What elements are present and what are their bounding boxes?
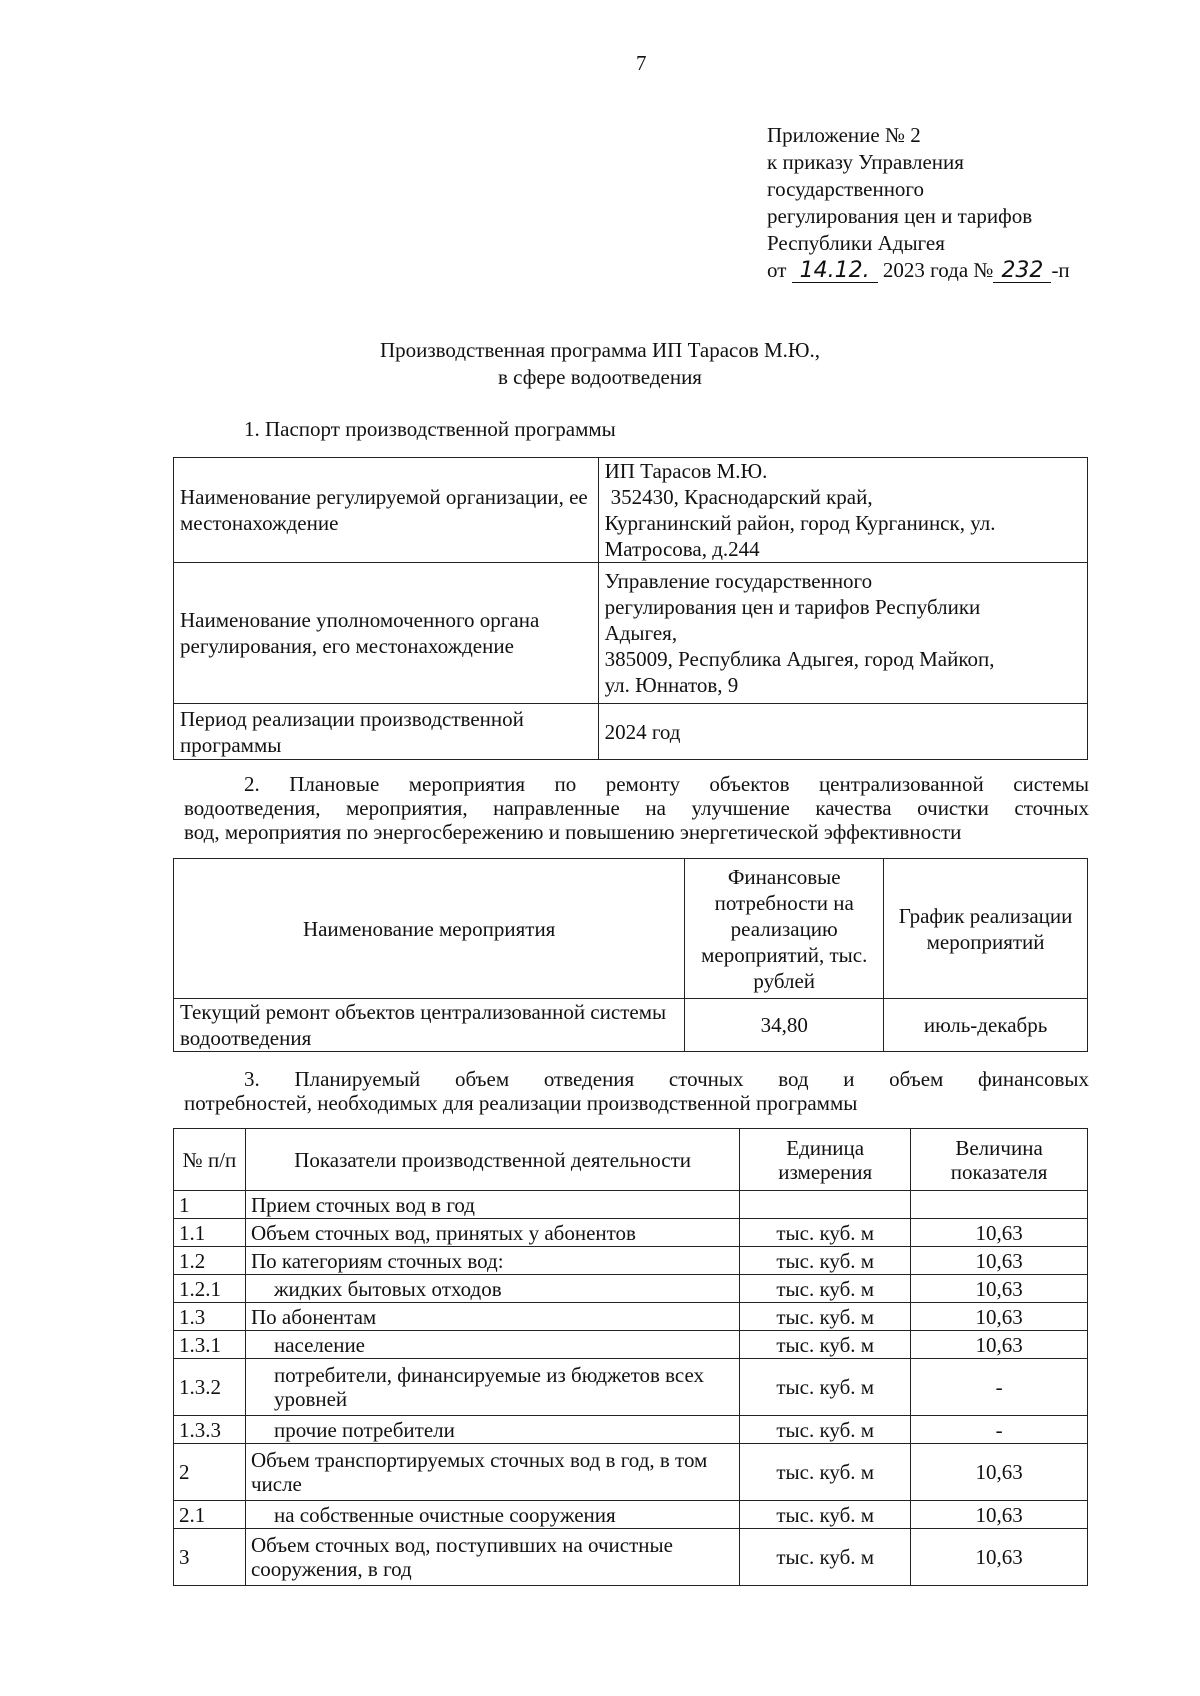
row-num: 1.2	[174, 1247, 246, 1275]
measures-header-row	[174, 859, 1088, 999]
table-row	[174, 1331, 1088, 1359]
header-num: № п/п	[174, 1129, 246, 1191]
passport-row	[174, 704, 1088, 760]
row-value: 10,63	[911, 1247, 1088, 1275]
measures-row	[174, 999, 1088, 1052]
row-indicator: Объем транспортируемых сточных вод в год, в том числе	[245, 1444, 739, 1501]
row-indicator: По абонентам	[245, 1303, 739, 1331]
row-unit: тыс. куб. м	[740, 1416, 911, 1444]
handwritten-date: 14.12.	[792, 260, 878, 283]
row-indicator: Объем сточных вод, принятых у абонентов	[245, 1219, 739, 1247]
row-value: 10,63	[911, 1219, 1088, 1247]
table-row	[174, 1219, 1088, 1247]
table-row	[174, 1275, 1088, 1303]
row-value: 10,63	[911, 1529, 1088, 1586]
row-indicator: Прием сточных вод в год	[245, 1191, 739, 1219]
row-unit: тыс. куб. м	[740, 1359, 911, 1416]
page-number: 7	[636, 51, 647, 75]
measure-schedule: июль-декабрь	[884, 999, 1088, 1052]
header-finance: Финансовые потребности на реализацию мероприятий, тыс. рублей	[685, 859, 884, 999]
row-unit	[740, 1191, 911, 1219]
appendix-line: Республики Адыгея	[767, 231, 945, 255]
row-unit: тыс. куб. м	[740, 1275, 911, 1303]
header-value: Величина показателя	[911, 1129, 1088, 1191]
row-value: 10,63	[911, 1501, 1088, 1529]
section3-heading	[184, 1067, 1089, 1115]
passport-value: ИП Тарасов М.Ю. 352430, Краснодарский край, Курганинский район, город Курганинск, ул. Матросова, д.244	[598, 458, 1087, 563]
appendix-line: Приложение № 2	[767, 123, 921, 147]
row-num: 1.3.2	[174, 1359, 246, 1416]
row-value: 10,63	[911, 1331, 1088, 1359]
appendix-line: к приказу Управления	[767, 150, 964, 174]
row-num: 1	[174, 1191, 246, 1219]
row-unit: тыс. куб. м	[740, 1331, 911, 1359]
table-row	[174, 1247, 1088, 1275]
row-indicator: По категориям сточных вод:	[245, 1247, 739, 1275]
row-num: 1.2.1	[174, 1275, 246, 1303]
row-value	[911, 1191, 1088, 1219]
document-title	[0, 337, 1200, 391]
table-row	[174, 1501, 1088, 1529]
date-prefix: от	[767, 258, 787, 282]
volumes-header-row	[174, 1129, 1088, 1191]
table-row	[174, 1416, 1088, 1444]
order-suffix: -п	[1051, 258, 1070, 282]
row-num: 1.1	[174, 1219, 246, 1247]
handwritten-order-number: 232	[993, 260, 1051, 283]
table-row	[174, 1359, 1088, 1416]
row-unit: тыс. куб. м	[740, 1529, 911, 1586]
row-indicator: население	[245, 1331, 739, 1359]
row-indicator: потребители, финансируемые из бюджетов всех уровней	[245, 1359, 739, 1416]
row-indicator: прочие потребители	[245, 1416, 739, 1444]
passport-row	[174, 563, 1088, 704]
table-row	[174, 1444, 1088, 1501]
row-unit: тыс. куб. м	[740, 1247, 911, 1275]
passport-table	[173, 457, 1088, 760]
row-unit: тыс. куб. м	[740, 1501, 911, 1529]
row-value: 10,63	[911, 1444, 1088, 1501]
heading-line: потребностей, необходимых для реализации производственной программы	[184, 1091, 858, 1115]
header-measure-name: Наименование мероприятия	[174, 859, 685, 999]
header-schedule: График реализации мероприятий	[884, 859, 1088, 999]
row-indicator: жидких бытовых отходов	[245, 1275, 739, 1303]
row-unit: тыс. куб. м	[740, 1219, 911, 1247]
passport-value: 2024 год	[598, 704, 1087, 760]
volumes-table	[173, 1128, 1088, 1586]
measures-table	[173, 858, 1088, 1052]
row-unit: тыс. куб. м	[740, 1444, 911, 1501]
header-indicator: Показатели производственной деятельности	[245, 1129, 739, 1191]
row-indicator: Объем сточных вод, поступивших на очистные сооружения, в год	[245, 1529, 739, 1586]
row-value: -	[911, 1359, 1088, 1416]
table-row	[174, 1529, 1088, 1586]
row-indicator: на собственные очистные сооружения	[245, 1501, 739, 1529]
appendix-line: государственного	[767, 177, 925, 201]
passport-label: Наименование уполномоченного органа регулирования, его местонахождение	[174, 563, 599, 704]
appendix-block	[767, 122, 1070, 284]
year-text: 2023 года №	[882, 258, 994, 282]
row-value: -	[911, 1416, 1088, 1444]
row-value: 10,63	[911, 1303, 1088, 1331]
section2-heading	[184, 772, 1089, 844]
passport-label: Период реализации производственной программы	[174, 704, 599, 760]
appendix-line: регулирования цен и тарифов	[767, 204, 1033, 228]
passport-row	[174, 458, 1088, 563]
measure-name: Текущий ремонт объектов централизованной системы водоотведения	[174, 999, 685, 1052]
row-value: 10,63	[911, 1275, 1088, 1303]
row-num: 1.3.1	[174, 1331, 246, 1359]
row-num: 2	[174, 1444, 246, 1501]
section1-heading: 1. Паспорт производственной программы	[244, 417, 616, 441]
title-line: Производственная программа ИП Тарасов М.Ю.,	[379, 338, 821, 362]
appendix-date-line	[767, 257, 1070, 284]
heading-line: 2. Плановые мероприятия по ремонту объектов централизованной системы	[244, 772, 1089, 796]
passport-label: Наименование регулируемой организации, ее местонахождение	[174, 458, 599, 563]
header-unit: Единица измерения	[740, 1129, 911, 1191]
title-line: в сфере водоотведения	[498, 365, 702, 389]
row-num: 3	[174, 1529, 246, 1586]
row-num: 1.3	[174, 1303, 246, 1331]
row-unit: тыс. куб. м	[740, 1303, 911, 1331]
heading-line: вод, мероприятия по энергосбережению и повышению энергетической эффективности	[184, 820, 962, 844]
row-num: 1.3.3	[174, 1416, 246, 1444]
row-num: 2.1	[174, 1501, 246, 1529]
passport-value: Управление государственного регулирования цен и тарифов Республики Адыгея, 385009, Республика Адыгея, город Майкоп, ул. Юннатов, 9	[598, 563, 1087, 704]
table-row	[174, 1303, 1088, 1331]
heading-line: 3. Планируемый объем отведения сточных вод и объем финансовых	[244, 1067, 1089, 1091]
measure-finance: 34,80	[685, 999, 884, 1052]
heading-line: водоотведения, мероприятия, направленные на улучшение качества очистки сточных	[184, 796, 1089, 820]
table-row	[174, 1191, 1088, 1219]
